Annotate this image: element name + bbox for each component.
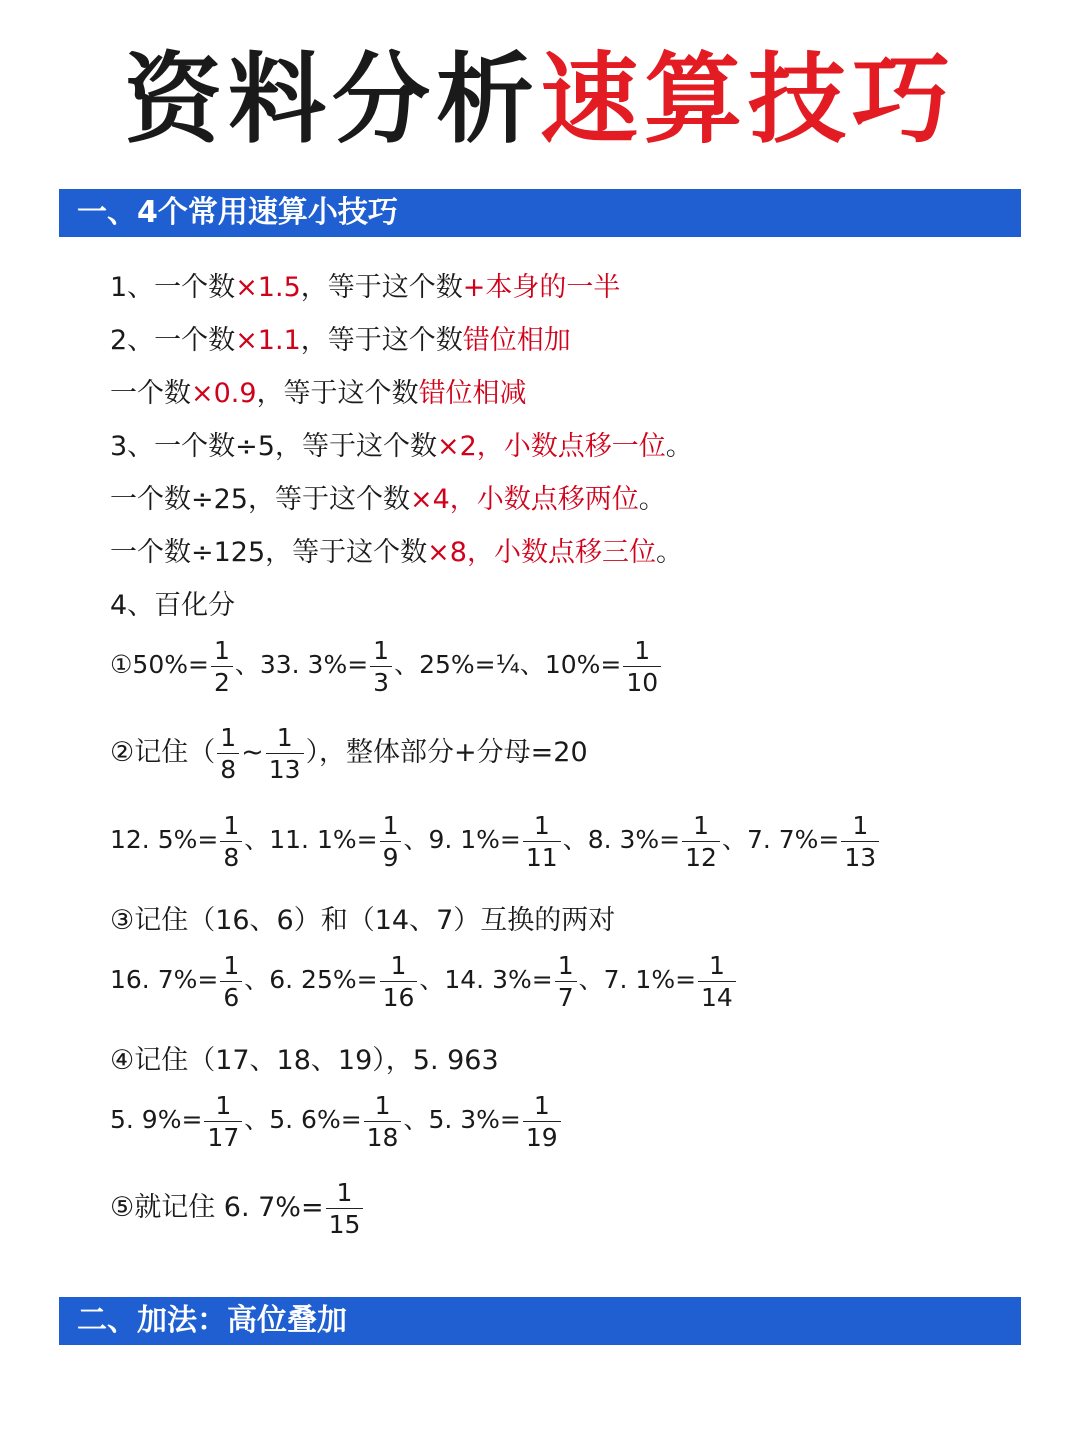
fraction bbox=[555, 950, 577, 1013]
text: 、5. 6%= bbox=[244, 1105, 362, 1134]
tip4-line: 4、百化分 bbox=[110, 590, 236, 621]
tip1-highlight: ×1.5 bbox=[235, 272, 301, 303]
tilde: ~ bbox=[241, 737, 264, 768]
numerator: 1 bbox=[682, 810, 720, 842]
tip1-highlight2: +本身的一半 bbox=[462, 272, 621, 303]
tip3a-text: 3、一个数÷5，等于这个数 bbox=[110, 431, 437, 462]
text: 、14. 3%= bbox=[419, 965, 553, 994]
text: 16. 7%= bbox=[110, 965, 219, 994]
numerator: 1 bbox=[211, 635, 233, 667]
text: 、7. 1%= bbox=[578, 965, 697, 994]
tip1-line bbox=[110, 268, 620, 308]
text: 、9. 1%= bbox=[403, 825, 521, 854]
tip2b-text: 一个数 bbox=[110, 378, 191, 409]
text: 5. 9%= bbox=[110, 1105, 203, 1134]
page-title bbox=[0, 40, 1080, 160]
denominator: 14 bbox=[701, 982, 733, 1012]
denominator: 6 bbox=[223, 982, 240, 1012]
tip3b-end: 。 bbox=[638, 484, 666, 515]
denominator: 19 bbox=[525, 1122, 558, 1152]
tip2a-text: 2、一个数 bbox=[110, 325, 236, 356]
text: 、8. 3%= bbox=[562, 825, 681, 854]
denominator: 3 bbox=[373, 667, 390, 697]
text: 、25%=¼、10%= bbox=[394, 650, 622, 679]
fraction bbox=[364, 1090, 402, 1153]
title-red: 速算技巧 bbox=[540, 43, 957, 157]
fraction bbox=[266, 722, 304, 785]
text: ⑤就记住 6. 7%= bbox=[110, 1192, 324, 1223]
numerator: 1 bbox=[841, 810, 879, 842]
denominator: 12 bbox=[685, 842, 717, 872]
title-black: 资料分析 bbox=[123, 43, 540, 157]
fraction bbox=[204, 1090, 242, 1153]
denominator: 11 bbox=[525, 842, 558, 872]
tip3b-text: 一个数÷25，等于这个数 bbox=[110, 484, 410, 515]
fraction bbox=[220, 950, 242, 1013]
tip3a-end: 。 bbox=[665, 431, 693, 462]
fraction-row-5 bbox=[110, 937, 738, 1023]
tip3c-line bbox=[110, 533, 683, 573]
denominator: 7 bbox=[557, 982, 574, 1012]
numerator: 1 bbox=[266, 722, 304, 754]
fraction-row-1 bbox=[110, 622, 663, 708]
fraction bbox=[211, 635, 233, 698]
denominator: 13 bbox=[268, 755, 301, 784]
numerator: 1 bbox=[326, 1177, 364, 1209]
fraction-row-3 bbox=[110, 797, 881, 883]
fraction bbox=[523, 1090, 561, 1153]
text: ①50%= bbox=[110, 650, 209, 679]
denominator: 15 bbox=[328, 1210, 361, 1239]
text: 、6. 25%= bbox=[244, 965, 378, 994]
tip2a-line bbox=[110, 321, 571, 361]
denominator: 13 bbox=[844, 842, 877, 872]
numerator: 1 bbox=[204, 1090, 242, 1122]
tip3a-highlight: ×2，小数点移一位 bbox=[436, 431, 666, 462]
fraction bbox=[698, 950, 736, 1013]
row4-line: ③记住（16、6）和（14、7）互换的两对 bbox=[110, 905, 616, 936]
numerator: 1 bbox=[220, 810, 242, 842]
denominator: 9 bbox=[382, 842, 399, 872]
text: 、33. 3%= bbox=[234, 650, 369, 679]
tip3b-line bbox=[110, 480, 666, 520]
fraction-row-8 bbox=[110, 1165, 365, 1251]
numerator: 1 bbox=[523, 1090, 561, 1122]
tip2b-highlight2: 错位相减 bbox=[418, 378, 527, 409]
text: 、7. 7%= bbox=[721, 825, 840, 854]
numerator: 1 bbox=[217, 722, 239, 754]
denominator: 10 bbox=[626, 667, 659, 697]
denominator: 8 bbox=[220, 755, 237, 784]
tip2a-text2: ，等于这个数 bbox=[300, 325, 463, 356]
numerator: 1 bbox=[555, 950, 577, 982]
text: 、11. 1%= bbox=[244, 825, 378, 854]
fraction-row-2 bbox=[110, 710, 588, 796]
fraction bbox=[523, 810, 561, 873]
text: 12. 5%= bbox=[110, 825, 219, 854]
fraction bbox=[623, 635, 661, 698]
denominator: 16 bbox=[382, 982, 415, 1012]
tip3a-line bbox=[110, 427, 693, 467]
numerator: 1 bbox=[364, 1090, 402, 1122]
tip2b-line bbox=[110, 374, 527, 414]
section2-heading: 二、加法：高位叠加 bbox=[59, 1297, 1021, 1345]
numerator: 1 bbox=[370, 635, 392, 667]
fraction bbox=[380, 810, 402, 873]
fraction-row-7 bbox=[110, 1077, 563, 1163]
tip1-text: 1、一个数 bbox=[110, 272, 236, 303]
tip3c-end: 。 bbox=[655, 537, 683, 568]
numerator: 1 bbox=[523, 810, 561, 842]
tip2b-highlight: ×0.9 bbox=[191, 378, 257, 409]
fraction bbox=[682, 810, 720, 873]
denominator: 2 bbox=[213, 667, 230, 697]
numerator: 1 bbox=[698, 950, 736, 982]
denominator: 17 bbox=[207, 1122, 240, 1152]
denominator: 18 bbox=[366, 1122, 399, 1152]
text: 、5. 3%= bbox=[403, 1105, 521, 1134]
tip1-text2: ，等于这个数 bbox=[300, 272, 463, 303]
numerator: 1 bbox=[380, 950, 418, 982]
denominator: 8 bbox=[223, 842, 240, 872]
fraction bbox=[217, 722, 239, 785]
fraction bbox=[841, 810, 879, 873]
numerator: 1 bbox=[220, 950, 242, 982]
fraction bbox=[370, 635, 392, 698]
tip2b-text2: ，等于这个数 bbox=[256, 378, 419, 409]
fraction bbox=[220, 810, 242, 873]
row6-line: ④记住（17、18、19），5. 963 bbox=[110, 1045, 499, 1076]
tip3c-text: 一个数÷125，等于这个数 bbox=[110, 537, 428, 568]
numerator: 1 bbox=[623, 635, 661, 667]
fraction bbox=[326, 1177, 364, 1240]
tip3b-highlight: ×4，小数点移两位 bbox=[409, 484, 639, 515]
numerator: 1 bbox=[380, 810, 402, 842]
tip2a-highlight: ×1.1 bbox=[235, 325, 301, 356]
text: ②记住（ bbox=[110, 737, 216, 768]
tip3c-highlight: ×8，小数点移三位 bbox=[427, 537, 656, 568]
text: ），整体部分+分母=20 bbox=[305, 737, 588, 768]
section1-heading: 一、4个常用速算小技巧 bbox=[59, 189, 1021, 237]
fraction bbox=[380, 950, 418, 1013]
tip2a-highlight2: 错位相加 bbox=[462, 325, 571, 356]
